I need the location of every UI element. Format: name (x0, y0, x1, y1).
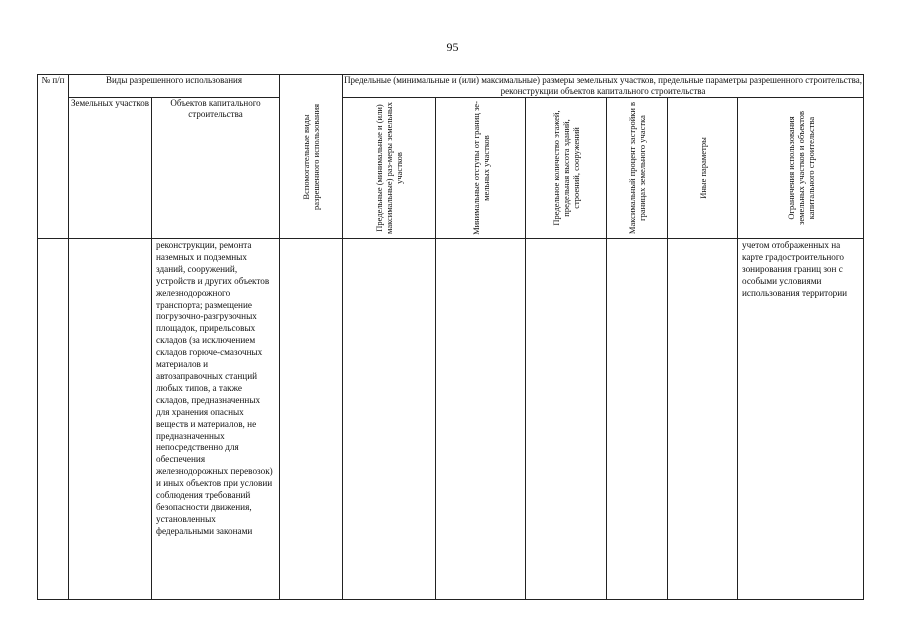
header-restrictions-text: Ограничения использования земельных участков и объектов капитального строительства (785, 111, 816, 225)
cell-max-coverage (607, 239, 668, 600)
header-auxiliary-uses-text: Вспомогательные виды разрешенного использования (301, 103, 321, 210)
header-max-coverage (607, 98, 668, 239)
header-min-setbacks-text: Минимальные отступы от границ зе-мельных участков (470, 101, 491, 235)
header-land-plots: Земельных участков (69, 98, 152, 239)
header-limits: Предельные (минимальные и (или) максимальные) размеры земельных участков, предельные параметры разрешенного строительства, реконструкции объектов капитального строительства (344, 75, 862, 96)
header-restrictions (738, 98, 864, 239)
cell-capital-objects (152, 239, 280, 600)
cell-restrictions (738, 239, 864, 600)
header-min-setbacks (436, 98, 526, 239)
restrictions-text: учетом отображенных на карте градостроительного зонирования границ зон с особыми условиями использования территории (742, 240, 848, 298)
header-other-params (668, 98, 738, 239)
cell-floors-height (526, 239, 607, 600)
header-max-coverage-text: Максимальный процент застройки в границах земельного участка (627, 101, 647, 235)
header-other-params-text: Иные параметры (697, 137, 708, 199)
cell-other-params (668, 239, 738, 600)
header-row-1 (38, 75, 864, 98)
header-permitted-uses: Виды разрешенного использования (69, 75, 280, 98)
header-auxiliary-uses (280, 75, 343, 239)
cell-plot-sizes (343, 239, 436, 600)
header-row-2 (38, 98, 864, 239)
header-row-number: № п/п (38, 75, 69, 239)
header-capital-objects: Объектов капитального строительства (152, 98, 280, 239)
header-floors-height (526, 98, 607, 239)
zoning-regulations-table (37, 74, 864, 600)
cell-auxiliary-uses (280, 239, 343, 600)
table-row (38, 239, 864, 600)
header-plot-sizes (343, 98, 436, 239)
cell-min-setbacks (436, 239, 526, 600)
cell-land-plots (69, 239, 152, 600)
capital-objects-text: реконструкции, ремонта наземных и подземных зданий, сооружений, устройств и других объектов железнодорожного транспорта; размещение погрузочно-разгрузочных площадок, прирельсовых складов (за исключением складов горюче-смазочных материалов и автозаправочных станций любых типов, а также складов, предназначенных для хранения опасных веществ и материалов, не предназначенных непосредственно для обеспечения железнодорожных перевозок) и иных объектов при условии соблюдения требований безопасности движения, установленных федеральными законами (156, 240, 273, 536)
header-plot-sizes-text: Предельные (минимальные и (или) максимальные) раз-меры земельных участков (374, 102, 404, 234)
cell-row-number (38, 239, 69, 600)
header-floors-height-text: Предельное количество этажей, предельная высота зданий, строений, сооружений (551, 110, 581, 226)
page-number: 95 (446, 40, 459, 54)
